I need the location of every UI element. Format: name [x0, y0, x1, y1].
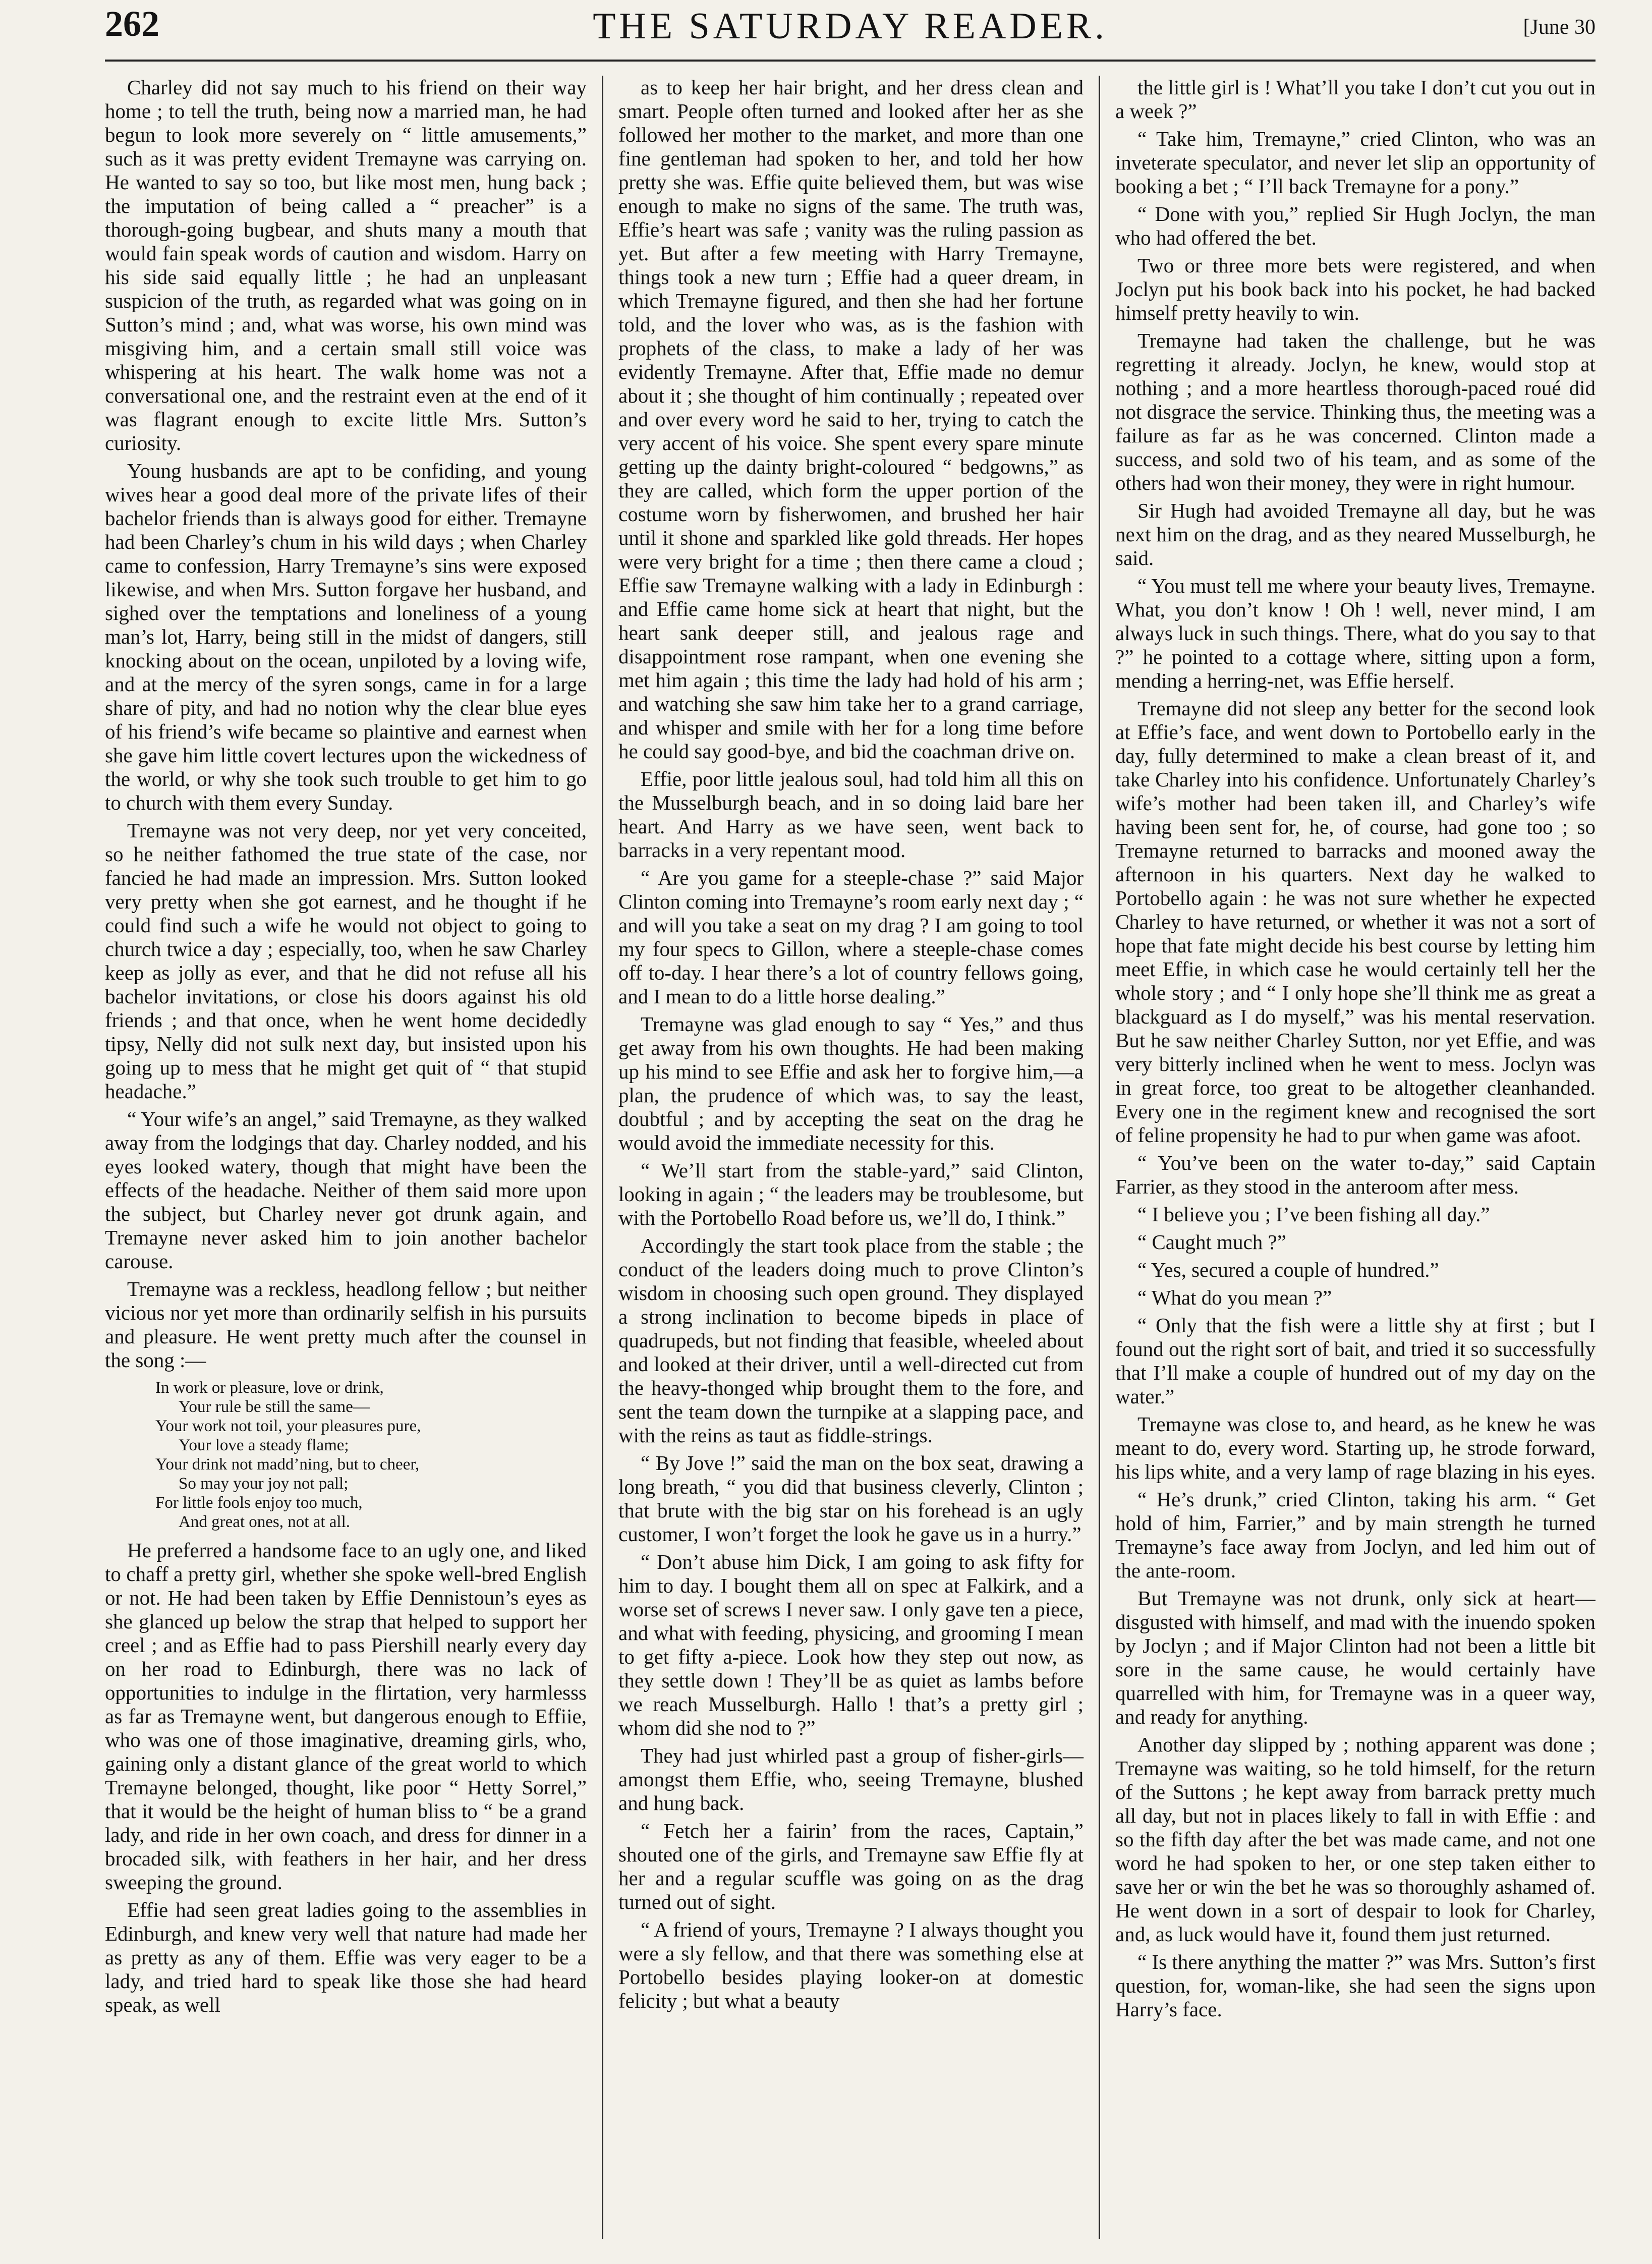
paragraph: They had just whirled past a group of fisher-girls—amongst them Effie, who, seeing Tremayne, blushed and hung back. [618, 1744, 1084, 1815]
paragraph: Tremayne had taken the challenge, but he was regretting it already. Joclyn, he knew, would stop at nothing ; and a more heartless thorough-paced roué did not disgrace the service. Thinking thus, the meeting was a failure as far as he was concerned. Clinton made a success, and sold two of his team, and as some of the others had won their money, they were in right humour. [1115, 329, 1596, 494]
paragraph: the little girl is ! What’ll you take I don’t cut you out in a week ?” [1115, 76, 1596, 123]
paragraph: Tremayne was glad enough to say “ Yes,” and thus get away from his own thoughts. He had been making up his mind to see Effie and ask her to forgive him,—a plan, the prudence of which was, to say the least, doubtful ; and by accepting the seat on the drag he would avoid the immediate necessity for this. [618, 1012, 1084, 1154]
issue-date: [June 30 [1523, 16, 1596, 39]
paragraph: Tremayne was not very deep, nor yet very conceited, so he neither fathomed the true state of the case, nor fancied he had made an impression. Mrs. Sutton looked very pretty when she got earnest, and he thought if he could find such a wife he would not object to going to church twice a day ; especially, too, when he saw Charley keep as jolly as ever, and that he did not refuse all his bachelor invitations, or close his doors against his old friends ; and that once, when he went home decidedly tipsy, Nelly did not sulk next day, but insisted upon his going up to mess that he might get quit of “ that stupid headache.” [105, 819, 587, 1103]
paragraph: “ A friend of yours, Tremayne ? I always thought you were a sly fellow, and that there was something else at Portobello besides playing looker-on at domestic felicity ; but what a beauty [618, 1918, 1084, 2012]
paragraph: “ You must tell me where your beauty lives, Tremayne. What, you don’t know ! Oh ! well, never mind, I am always luck in such things. There, what do you say to that ?” he pointed to a cottage where, sitting upon a form, mending a herring-net, was Effie herself. [1115, 574, 1596, 692]
paragraph: Effie, poor little jealous soul, had told him all this on the Musselburgh beach, and in so doing laid bare her heart. And Harry as we have seen, went back to barracks in a very repentant mood. [618, 767, 1084, 862]
verse-line: Your work not toil, your pleasures pure, [155, 1417, 421, 1435]
column-middle [602, 76, 1099, 2239]
paragraph: “ We’ll start from the stable-yard,” said Clinton, looking in again ; “ the leaders may be troublesome, but with the Portobello Road before us, we’ll do, I think.” [618, 1159, 1084, 1229]
paragraph: “ Yes, secured a couple of hundred.” [1137, 1258, 1439, 1281]
paragraph: Tremayne did not sleep any better for the second look at Effie’s face, and went down to Portobello early in the day, fully determined to make a clean breast of it, and take Charley into his confidence. Unfortunately Charley’s wife’s mother had been taken ill, and Charley’s wife having been sent for, he, of course, had gone too ; so Tremayne returned to barracks and mooned away the afternoon in his quarters. Next day he walked to Portobello again : he was not sure whether he expected Charley to have returned, or whether it was not a sort of hope that fate might decide his best course by letting him meet Effie, in which case he would certainly tell her the whole story ; and “ I only hope she’ll think me as great a blackguard as I do myself,” was his mental reservation. But he saw neither Charley Sutton, nor yet Effie, and was very bitterly inclined when he went to mess. Joclyn was in great force, too great to be altogether cleanhanded. Every one in the regiment knew and recognised the sort of feline propensity he had to pur when game was afoot. [1115, 697, 1596, 1147]
paragraph: “ Only that the fish were a little shy at first ; but I found out the right sort of bait, and tried it so successfully that I’ll make a couple of hundred out of my day on the water.” [1115, 1314, 1596, 1408]
verse-line: For little fools enjoy too much, [155, 1494, 363, 1512]
paragraph: “ Are you game for a steeple-chase ?” said Major Clinton coming into Tremayne’s room early next day ; “ and will you take a seat on my drag ? I am going to tool my four specs to Gillon, where a steeple-chase comes off to-day. I hear there’s a lot of country fellows going, and I mean to do a little horse dealing.” [618, 866, 1084, 1008]
page-number: 262 [105, 4, 159, 44]
article-columns [105, 76, 1596, 2239]
paragraph: But Tremayne was not drunk, only sick at heart—disgusted with himself, and mad with the inuendo spoken by Joclyn ; and if Major Clinton had not been a little bit sore in the same cause, he would certainly have quarrelled with him, for Tremayne was in a queer way, and ready for anything. [1115, 1587, 1596, 1728]
column-left [105, 76, 602, 2239]
verse-line: And great ones, not at all. [179, 1513, 350, 1531]
paragraph: Sir Hugh had avoided Tremayne all day, but he was next him on the drag, and as they neared Musselburgh, he said. [1115, 499, 1596, 570]
paragraph: as to keep her hair bright, and her dress clean and smart. People often turned and looked after her as she followed her mother to the market, and more than one fine gentleman had spoken to her, and told her how pretty she was. Effie quite believed them, but was wise enough to make no signs of the same. The truth was, Effie’s heart was safe ; vanity was the ruling passion as yet. But after a few meeting with Harry Tremayne, things took a new turn ; Effie had a queer dream, in which Tremayne figured, and then she had her fortune told, and the lover who was, as is the fashion with prophets of the class, to make a lady of her was evidently Tremayne. After that, Effie made no demur about it ; she thought of him continually ; repeated over and over every word he said to her, trying to catch the very accent of his voice. She spent every spare minute getting up the dainty bright-coloured “ bedgowns,” as they are called, which form the upper portion of the costume worn by fisherwomen, and brushed her hair until it shone and sparkled like gold threads. Her hopes were very bright for a time ; then there came a cloud ; Effie saw Tremayne walking with a lady in Edinburgh : and Effie came home sick at heart that night, but the heart sank deeper still, and jealous rage and disappointment rose rampant, when one evening she met him again ; this time the lady had hold of his arm ; and watching she saw him take her to a grand carriage, and whisper and smile with her for a long time before he could say good-bye, and bid the coachman drive on. [618, 76, 1084, 763]
paragraph: Tremayne was a reckless, headlong fellow ; but neither vicious nor yet more than ordinarily selfish in his pursuits and pleasure. He went pretty much after the counsel in the song :— [105, 1277, 587, 1372]
journal-title: THE SATURDAY READER. [593, 6, 1108, 47]
paragraph: “ Your wife’s an angel,” said Tremayne, as they walked away from the lodgings that day. Charley nodded, and his eyes looked watery, though that might have been the effects of the headache. Neither of them said more upon the subject, but Charley never got drunk again, and Tremayne never asked him to join another bachelor carouse. [105, 1107, 587, 1273]
paragraph: “ You’ve been on the water to-day,” said Captain Farrier, as they stood in the anteroom after mess. [1115, 1151, 1596, 1198]
paragraph: “ By Jove !” said the man on the box seat, drawing a long breath, “ you did that business cleverly, Clinton ; that brute with the big star on his forehead is an ugly customer, I won’t forget the look he gave us in a hurry.” [618, 1451, 1084, 1546]
paragraph: Accordingly the start took place from the stable ; the conduct of the leaders doing much to prove Clinton’s wisdom in choosing such open ground. They displayed a strong inclination to become bipeds in place of quadrupeds, but not finding that feasible, wheeled about and looked at their driver, until a well-directed cut from the heavy-thonged whip brought them to the fore, and sent the team down the turnpike at a slapping pace, and with the reins as taut as fiddle-strings. [618, 1234, 1084, 1447]
verse-line: So may your joy not pall; [179, 1475, 349, 1493]
paragraph: Tremayne was close to, and heard, as he knew he was meant to do, every word. Starting up, he strode forward, his lips white, and a very lamp of rage blazing in his eyes. [1115, 1412, 1596, 1483]
verse-line: Your drink not madd’ning, but to cheer, [155, 1455, 420, 1474]
verse-line: In work or pleasure, love or drink, [155, 1379, 384, 1397]
paragraph: He preferred a handsome face to an ugly one, and liked to chaff a pretty girl, whether she spoke well-bred English or not. He had been taken by Effie Dennistoun’s eyes as she glanced up below the strap that helped to support her creel ; and as Effie had to pass Piershill nearly every day on her road to Edinburgh, there was no lack of opportunities to indulge in the flirtation, very harmlesss as far as Tremayne went, but dangerous enough to Effiie, who was one of those imaginative, dreaming girls, who, gaining only a distant glance of the great world to which Tremayne belonged, thought, like poor “ Hetty Sorrel,” that it would be the height of human bliss to “ be a grand lady, and ride in her own coach, and dress for dinner in a brocaded silk, with feathers in her hair, and her dress sweeping the ground. [105, 1539, 587, 1894]
paragraph: “ Done with you,” replied Sir Hugh Joclyn, the man who had offered the bet. [1115, 202, 1596, 249]
paragraph: “ Fetch her a fairin’ from the races, Captain,” shouted one of the girls, and Tremayne saw Effie fly at her and a regular scuffle was going on as the drag turned out of sight. [618, 1819, 1084, 1913]
verse-line: Your love a steady flame; [179, 1436, 349, 1454]
paragraph: “ What do you mean ?” [1137, 1286, 1332, 1309]
paragraph: “ I believe you ; I’ve been fishing all day.” [1137, 1203, 1490, 1226]
paragraph: “ Caught much ?” [1137, 1230, 1286, 1254]
paragraph: “ Take him, Tremayne,” cried Clinton, who was an inveterate speculator, and never let slip an opportunity of booking a bet ; “ I’ll back Tremayne for a pony.” [1115, 127, 1596, 198]
paragraph: Two or three more bets were registered, and when Joclyn put his book back into his pocket, he had backed himself pretty heavily to win. [1115, 254, 1596, 324]
paragraph: Another day slipped by ; nothing apparent was done ; Tremayne was waiting, so he told himself, for the return of the Suttons ; he kept away from barrack pretty much all day, but not in places likely to fall in with Effie : and so the fifth day after the bet was made came, and not one word he had spoken to her, or one step taken either to save her or win the bet he was so thoroughly ashamed of. He went down in a sort of despair to look for Charley, and, as luck would have it, found them just returned. [1115, 1733, 1596, 1946]
paragraph: Effie had seen great ladies going to the assemblies in Edinburgh, and knew very well that nature had made her as pretty as any of them. Effie was very eager to be a lady, and tried hard to speak like those she had heard speak, as well [105, 1898, 587, 2016]
song-verse [155, 1378, 587, 1532]
masthead [105, 0, 1596, 62]
paragraph: “ Don’t abuse him Dick, I am going to ask fifty for him to day. I bought them all on spec at Falkirk, and a worse set of screws I never saw. I only gave ten a piece, and what with feeding, physicing, and grooming I mean to get fifty a-piece. Look how they step out now, as they settle down ! They’ll be as quiet as lambs before we reach Musselburgh. Hallo ! that’s a pretty girl ; whom did she nod to ?” [618, 1550, 1084, 1739]
paragraph: Charley did not say much to his friend on their way home ; to tell the truth, being now a married man, he had begun to look more severely on “ little amusements,” such as it was pretty evident Tremayne was carrying on. He wanted to say so too, but like most men, hung back ; the imputation of being called a “ preacher” is a thorough-going bugbear, and shuts many a mouth that would fain speak words of caution and wisdom. Harry on his side said equally little ; he had an unpleasant suspicion of the truth, as regarded what was going on in Sutton’s mind ; and, what was worse, his own mind was misgiving him, and a certain small still voice was whispering at his heart. The walk home was not a conversational one, and the restraint even at the end of it was flagrant enough to excite little Mrs. Sutton’s curiosity. [105, 76, 587, 455]
paragraph: Young husbands are apt to be confiding, and young wives hear a good deal more of the private lifes of their bachelor friends than is always good for either. Tremayne had been Charley’s chum in his wild days ; when Charley came to confession, Harry Tremayne’s sins were exposed likewise, and when Mrs. Sutton forgave her husband, and sighed over the temptations and loneliness of a young man’s lot, Harry, being still in the midst of dangers, still knocking about on the ocean, unpiloted by a loving wife, and at the mercy of the syren songs, came in for a large share of pity, and had no notion why the clear blue eyes of his friend’s wife became so plaintive and earnest when she gave him little covert lectures upon the wickedness of the world, or why she took such trouble to get him to go to church with them every Sunday. [105, 459, 587, 814]
paragraph: “ Is there anything the matter ?” was Mrs. Sutton’s first question, for, woman-like, she had seen the signs upon Harry’s face. [1115, 1950, 1596, 2021]
column-right [1099, 76, 1596, 2239]
paragraph: “ He’s drunk,” cried Clinton, taking his arm. “ Get hold of him, Farrier,” and by main strength he turned Tremayne’s face away from Joclyn, and led him out of the ante-room. [1115, 1488, 1596, 1582]
verse-line: Your rule be still the same— [179, 1398, 370, 1416]
